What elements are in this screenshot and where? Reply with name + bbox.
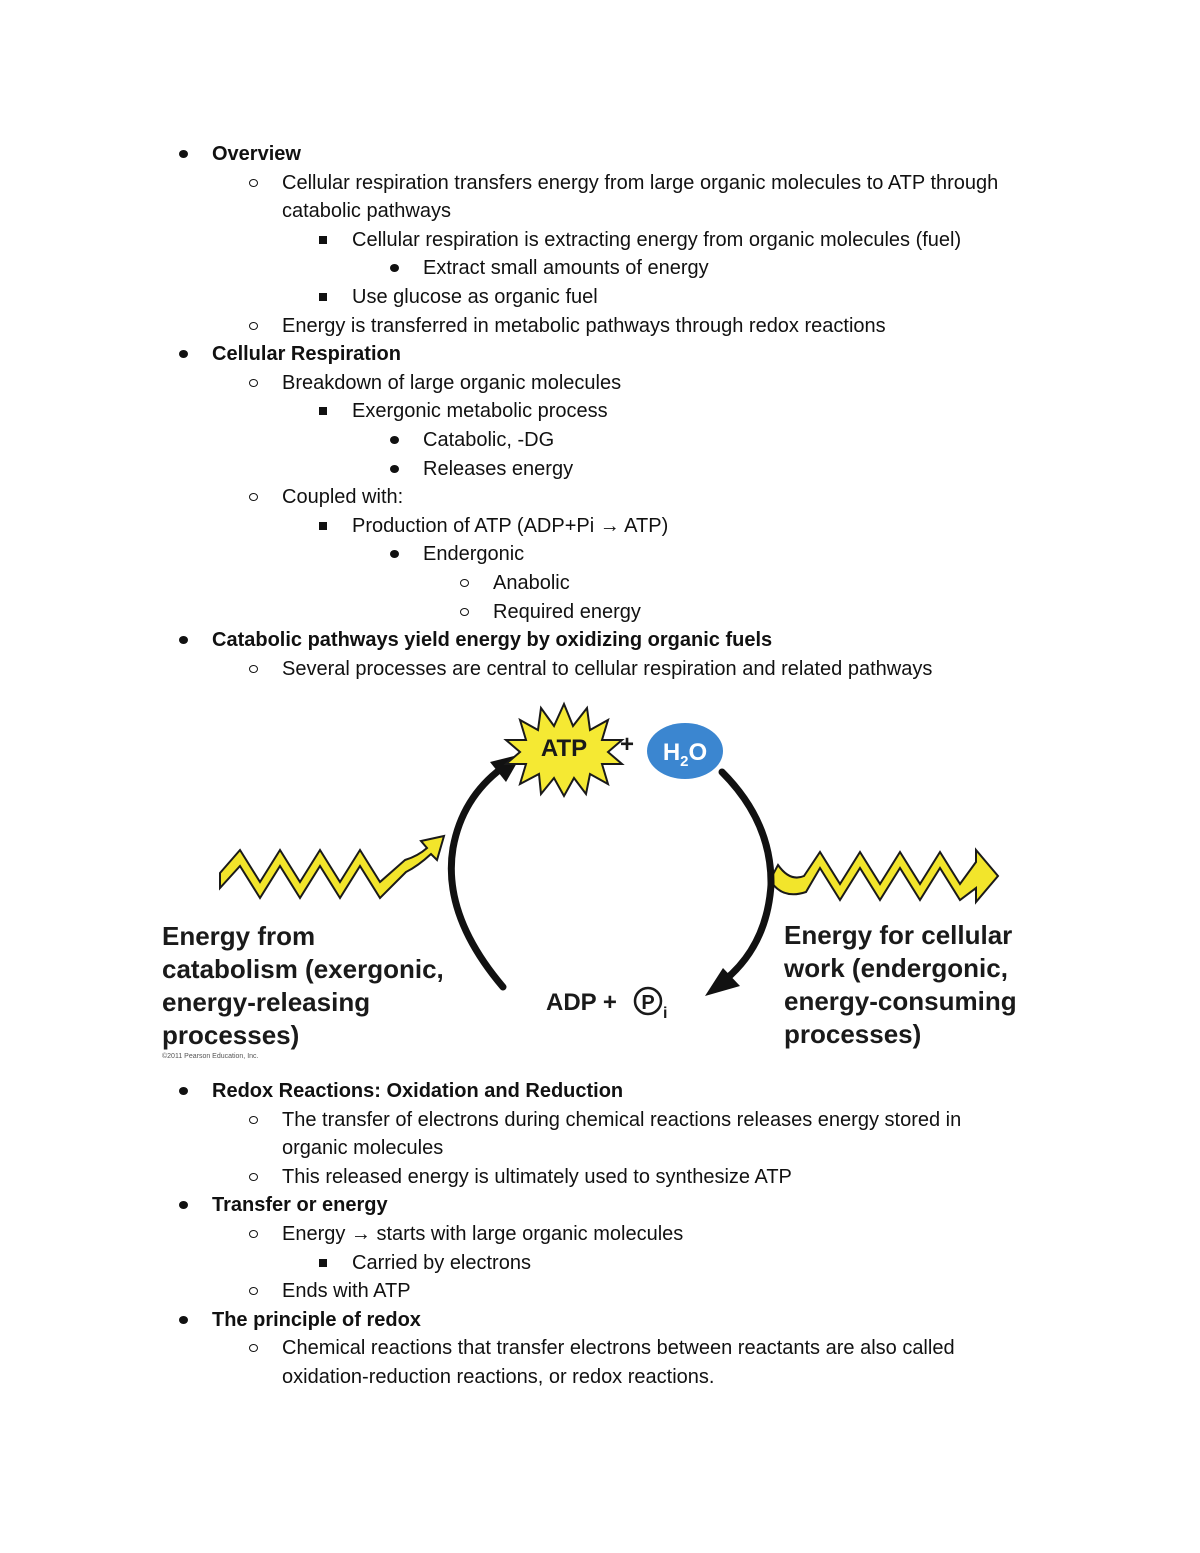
outline-item-text: catabolic pathways — [282, 200, 451, 223]
square-bullet-icon — [319, 293, 327, 301]
outline-item-text: Production of ATP (ADP+Pi → ATP) — [352, 514, 669, 537]
disc-bullet-icon — [179, 150, 188, 158]
left-energy-zigzag — [220, 836, 444, 898]
outline-item-text: Required energy — [493, 600, 641, 623]
left-caption: Energy from catabolism (exergonic, energy-releasing processes) — [162, 921, 444, 1050]
square-bullet-icon — [319, 407, 327, 415]
atp-cycle-diagram — [150, 690, 1050, 1070]
square-bullet-icon — [319, 522, 327, 530]
outline-item-text: Cellular respiration transfers energy from large organic molecules to ATP through — [282, 171, 999, 194]
h2o-label: $H_2O$ — [662, 739, 708, 770]
outline-item-text: organic molecules — [282, 1137, 444, 1160]
right-energy-zigzag — [770, 850, 998, 902]
disc-bullet-icon — [390, 465, 399, 473]
circle-bullet-icon — [249, 179, 258, 187]
right-cycle-arrow — [722, 772, 771, 980]
outline-item-text: Releases energy — [423, 457, 574, 480]
circle-bullet-icon — [249, 1287, 258, 1295]
atp-label: ATP — [540, 735, 588, 762]
outline-item-text: The transfer of electrons during chemical reactions releases energy stored in — [282, 1108, 962, 1131]
outline-item-text: oxidation-reduction reactions, or redox reactions. — [282, 1366, 715, 1388]
outline-item-text: Energy is transferred in metabolic pathways through redox reactions — [282, 314, 886, 337]
circle-bullet-icon — [249, 1344, 258, 1352]
disc-bullet-icon — [390, 550, 399, 558]
outline-item-text: Several processes are central to cellular respiration and related pathways — [282, 657, 933, 680]
outline-item-text: Extract small amounts of energy — [423, 257, 709, 280]
outline-item-text: Redox Reactions: Oxidation and Reduction — [212, 1080, 624, 1102]
disc-bullet-icon — [390, 264, 399, 272]
outline-item-text: Anabolic — [493, 572, 570, 594]
plus-sign: + — [619, 731, 635, 758]
outline-item-text: Catabolic pathways yield energy by oxidizing organic fuels — [212, 629, 773, 652]
disc-bullet-icon — [179, 636, 188, 644]
outline-item-text: Exergonic metabolic process — [352, 400, 608, 423]
disc-bullet-icon — [179, 350, 188, 358]
outline-item-text: Breakdown of large organic molecules — [282, 371, 622, 394]
phosphate-subscript: i — [663, 1005, 668, 1022]
circle-bullet-icon — [249, 665, 258, 673]
outline-item-text: Catabolic, -DG — [423, 429, 555, 451]
copyright-notice: ©2011 Pearson Education, Inc. — [162, 1053, 259, 1060]
square-bullet-icon — [319, 236, 327, 244]
square-bullet-icon — [319, 1259, 327, 1267]
outline-item-text: Endergonic — [423, 543, 525, 566]
outline-item-text: Carried by electrons — [352, 1251, 531, 1274]
circle-bullet-icon — [460, 579, 469, 587]
outline-item-text: Ends with ATP — [282, 1280, 411, 1303]
left-cycle-arrow — [451, 768, 503, 987]
disc-bullet-icon — [179, 1316, 188, 1324]
circle-bullet-icon — [249, 1230, 258, 1238]
phosphate-label: P — [641, 992, 655, 1014]
circle-bullet-icon — [249, 322, 258, 330]
outline-item-text: Cellular respiration is extracting energy from organic molecules (fuel) — [352, 228, 962, 251]
circle-bullet-icon — [249, 379, 258, 387]
disc-bullet-icon — [179, 1087, 188, 1095]
outline-item-text: Use glucose as organic fuel — [352, 286, 598, 308]
outline-item-text: The principle of redox — [212, 1308, 421, 1331]
disc-bullet-icon — [390, 436, 399, 444]
outline-item-text: Coupled with: — [282, 486, 404, 509]
outline-item-text: This released energy is ultimately used to synthesize ATP — [282, 1165, 792, 1188]
circle-bullet-icon — [249, 1173, 258, 1181]
circle-bullet-icon — [460, 608, 469, 616]
outline-item-text: Transfer or energy — [212, 1194, 388, 1217]
outline-item-text: Chemical reactions that transfer electrons between reactants are also called — [282, 1337, 955, 1360]
disc-bullet-icon — [179, 1201, 188, 1209]
h2o-ellipse — [647, 723, 723, 779]
circle-bullet-icon — [249, 493, 258, 501]
adp-label: ADP + — [546, 989, 617, 1016]
right-caption: Energy for cellular work (endergonic, energy-consuming processes) — [784, 920, 1017, 1049]
circle-bullet-icon — [249, 1116, 258, 1124]
outline-item-text: Energy → starts with large organic molecules — [282, 1223, 684, 1245]
outline-item-text: Cellular Respiration — [212, 343, 401, 366]
outline-item-text: Overview — [212, 143, 301, 165]
